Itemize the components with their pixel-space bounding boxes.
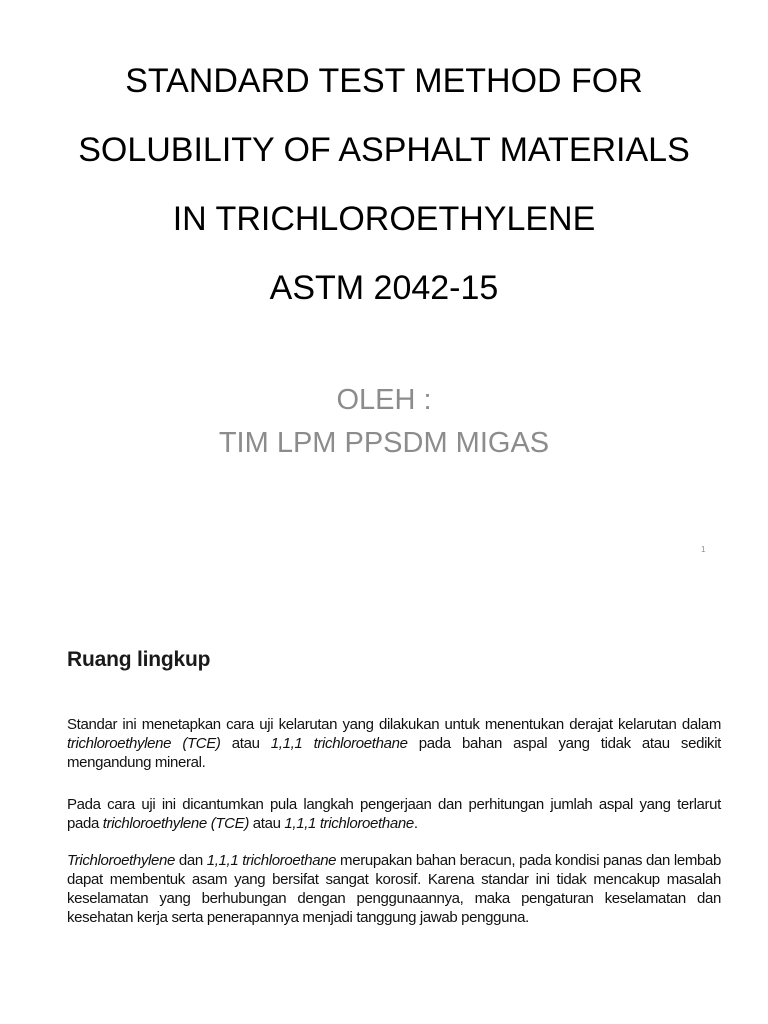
paragraph-2: [67, 795, 721, 833]
page-number: 1: [701, 545, 706, 554]
section-heading: Ruang lingkup: [67, 648, 211, 671]
paragraph-text: atau: [248, 815, 285, 832]
title-line-1: STANDARD TEST METHOD FOR: [125, 62, 643, 100]
paragraph-3: [67, 851, 721, 927]
paragraph-text: dan: [175, 852, 207, 869]
paragraph-text: .: [413, 815, 418, 832]
italic-term: 1,1,1 trichloroethane: [284, 815, 414, 832]
author-name: TIM LPM PPSDM MIGAS: [218, 427, 550, 459]
italic-term: trichloroethylene (TCE): [67, 735, 221, 752]
title-line-4: ASTM 2042-15: [269, 269, 499, 307]
italic-term: trichloroethylene (TCE): [102, 815, 249, 832]
italic-term: 1,1,1 trichloroethane: [206, 852, 337, 869]
paragraph-text: Standar ini menetapkan cara uji kelarutan yang dilakukan untuk menentukan derajat kelarutan dalam: [67, 716, 721, 733]
paragraph-1: [67, 715, 721, 772]
title-line-2: SOLUBILITY OF ASPHALT MATERIALS: [78, 131, 690, 169]
title-line-3: IN TRICHLOROETHYLENE: [172, 200, 596, 238]
italic-term: Trichloroethylene: [67, 852, 175, 869]
italic-term: 1,1,1 trichloroethane: [270, 735, 408, 752]
paragraph-text: merupakan bahan beracun, pada kondisi panas dan lembab dapat membentuk asam yang bersifat sangat korosif. Karena standar ini tidak mencakup masalah keselamatan yang berhubungan dengan penggunaannya, maka pengaturan keselamatan dan kesehatan kerja serta penerapannya menjadi tanggung jawab pengguna.: [67, 852, 721, 926]
paragraph-text: Pada cara uji ini dicantumkan pula langkah pengerjaan dan perhitungan jumlah aspal yang terlarut pada: [67, 796, 721, 832]
paragraph-text: atau: [220, 735, 271, 752]
author-label: OLEH :: [336, 384, 432, 416]
paragraph-text: pada bahan aspal yang tidak atau sedikit mengandung mineral.: [67, 735, 722, 771]
